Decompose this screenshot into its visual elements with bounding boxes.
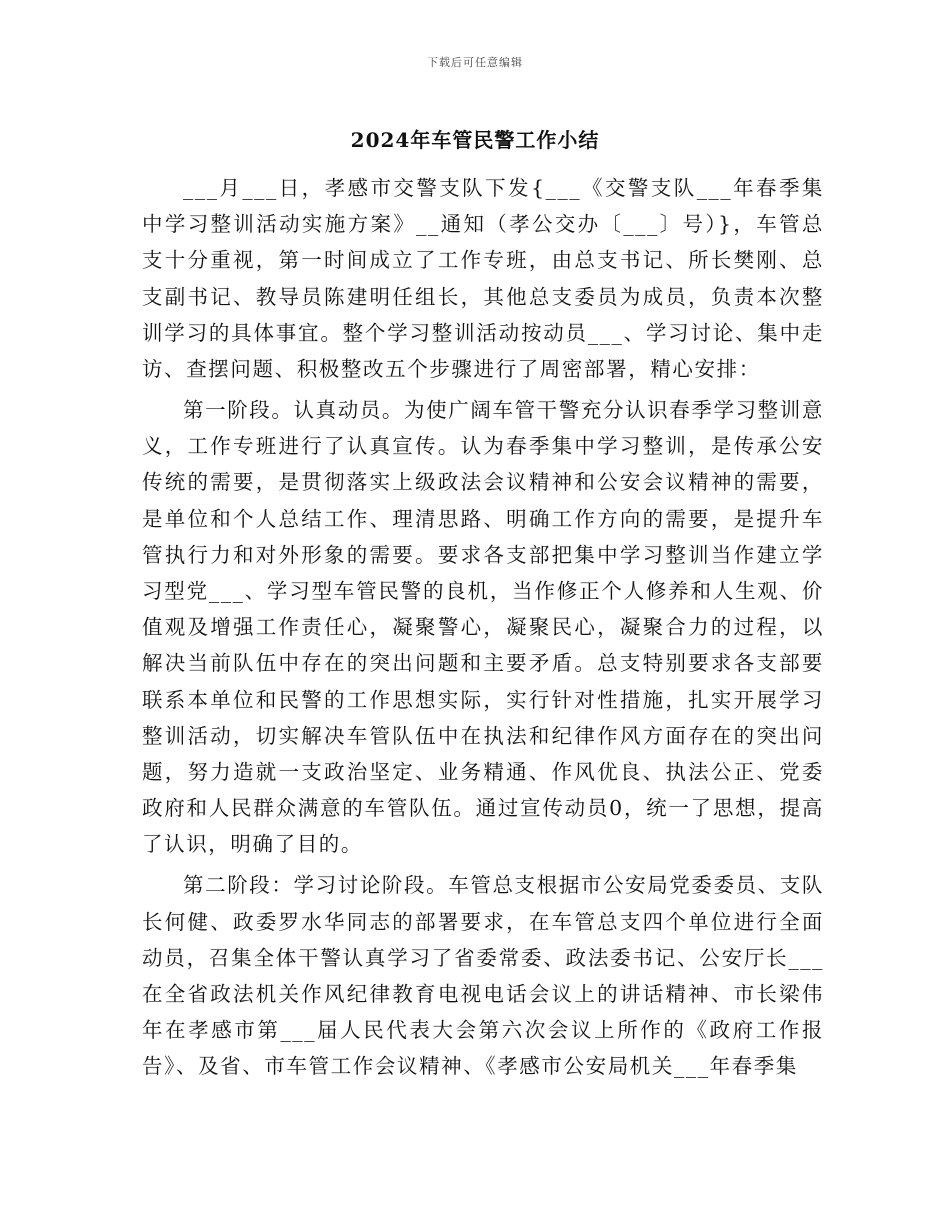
paragraph-intro: ___月___日，孝感市交警支队下发{___《交警支队___年春季集中学习整训活动实施方案》__通知（孝公交办〔___〕号）}，车管总支十分重视，第一时间成立了工作专班，由总支书记、所长樊刚、总支副书记、教导员陈建明任组长，其他总支委员为成员，负责本次整训学习的具体事宜。整个学习整训活动按动员___、学习讨论、集中走访、查摆问题、积极整改五个步骤进行了周密部署，精心安排： — [142, 176, 824, 382]
document-title: 2024年车管民警工作小结 — [350, 128, 600, 152]
paragraph-stage-one: 第一阶段。认真动员。为使广阔车管干警充分认识春季学习整训意义，工作专班进行了认真宣传。认为春季集中学习整训，是传承公安传统的需要，是贯彻落实上级政法会议精神和公安会议精神的需要，是单位和个人总结工作、理清思路、明确工作方向的需要，是提升车管执行力和对外形象的需要。要求各支部把集中学习整训当作建立学习型党___、学习型车管民警的良机，当作修正个人修养和人生观、价值观及增强工作责任心，凝聚警心，凝聚民心，凝聚合力的过程，以解决当前队伍中存在的突出问题和主要矛盾。总支特别要求各支部要联系本单位和民警的工作思想实际，实行针对性措施，扎实开展学习整训活动，切实解决车管队伍中在执法和纪律作风方面存在的突出问题，努力造就一支政治坚定、业务精通、作风优良、执法公正、党委政府和人民群众满意的车管队伍。通过宣传动员0，统一了思想，提高了认识，明确了目的。 — [142, 398, 824, 857]
paragraph-stage-two: 第二阶段：学习讨论阶段。车管总支根据市公安局党委委员、支队长何健、政委罗水华同志的部署要求，在车管总支四个单位进行全面动员，召集全体干警认真学习了省委常委、政法委书记、公安厅长___在全省政法机关作风纪律教育电视电话会议上的讲话精神、市长梁伟年在孝感市第___届人民代表大会第六次会议上所作的《政府工作报告》、及省、市车管工作会议精神、《孝感市公安局机关___年春季集 — [142, 873, 824, 1079]
document-body — [142, 170, 824, 1089]
header-note: 下载后可任意编辑 — [427, 56, 523, 69]
